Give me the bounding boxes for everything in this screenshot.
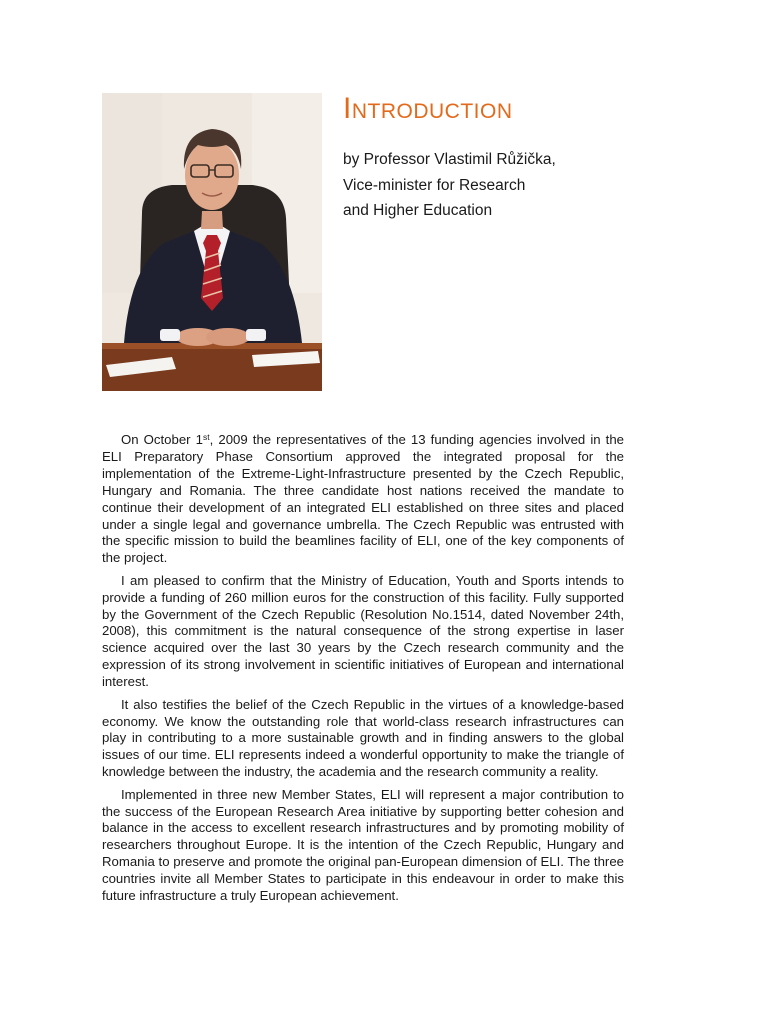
paragraph-text: On October 1 [121,432,203,447]
paragraph: Implemented in three new Member States, ELI will represent a major contribution to the success of the European Research Area initiative by supporting better cohesion and balance in the access to excellent research infrastructures and by promoting mobility of researchers throughout Europe. It is the intention of the Czech Republic, Hungary and Romania to preserve and promote the original pan-European dimension of ELI. The three countries invite all Member States to participate in this endeavour in order to make this future infrastructure a truly European achievement. [102,786,624,904]
byline-line: and Higher Education [343,202,493,219]
byline [343,147,556,224]
portrait-illustration [102,93,322,391]
paragraph [102,432,624,567]
byline-line: Vice-minister for Research [343,176,526,194]
portrait-photo [102,93,322,391]
paragraph-text: , 2009 the representatives of the 13 funding agencies involved in the ELI Preparatory Phase Consortium approved the integrated proposal for the implementation of the Extreme-Light-Infrastructure presented by the Czech Republic, Hungary and Romania. The three candidate host nations received the mandate to continue their development of an integrated ELI established on three sites and placed under a single legal and governance umbrella. The Czech Republic was entrusted with the specific mission to build the beamlines facility of ELI, one of the key components of the project. [102,432,624,566]
ordinal-suffix: st [203,432,210,442]
paragraph: I am pleased to confirm that the Ministry of Education, Youth and Sports intends to provide a funding of 260 million euros for the construction of this facility. Fully supported by the Government of the Czech Republic (Resolution No.1514, dated November 24th, 2008), this commitment is the natural consequence of the strong expertise in laser science acquired over the last 30 years by the Czech research community and the expression of its strong involvement in scientific initiatives of European and international interest. [102,572,624,690]
byline-line: by Professor Vlastimil Růžička, [343,151,556,168]
page-title: Introduction [343,92,513,125]
body-text [102,432,624,910]
paragraph: It also testifies the belief of the Czech Republic in the virtues of a knowledge-based economy. We know the outstanding role that world-class research infrastructures can play in contributing to a more sustainable growth and in finding answers to the global issues of our time. ELI represents indeed a wonderful opportunity to make the triangle of knowledge between the industry, the academia and the research community a reality. [102,696,624,780]
